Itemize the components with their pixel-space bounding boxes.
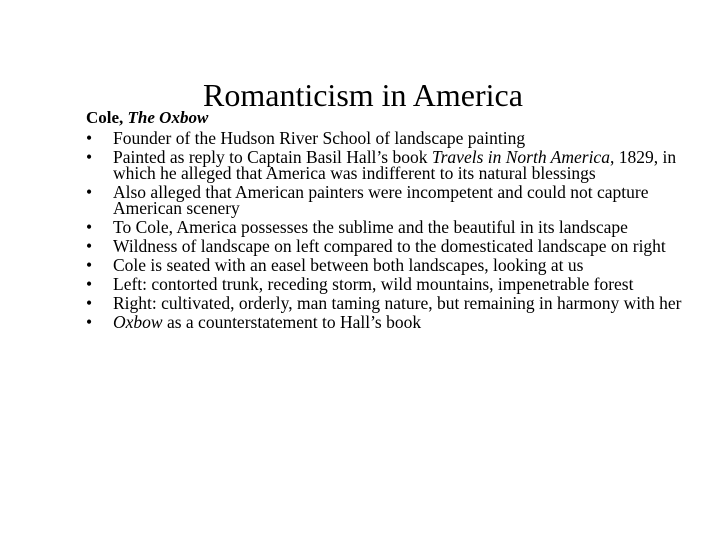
bullet-text: Right: cultivated, orderly, man taming nature, but remaining in harmony with her bbox=[113, 293, 682, 313]
bullet-item bbox=[86, 184, 698, 216]
subtitle-work: The Oxbow bbox=[127, 108, 209, 127]
subtitle-artist: Cole, bbox=[86, 108, 124, 127]
bullet-item bbox=[86, 276, 698, 292]
bullet-text-italic: Travels in North America bbox=[431, 147, 610, 167]
bullet-glyph: • bbox=[86, 274, 93, 294]
slide-title: Romanticism in America bbox=[203, 77, 523, 113]
bullet-item bbox=[86, 149, 698, 181]
bullet-glyph: • bbox=[86, 236, 93, 256]
bullet-item bbox=[86, 295, 698, 311]
bullet-glyph: • bbox=[86, 312, 93, 332]
bullet-text: Cole is seated with an easel between both landscapes, looking at us bbox=[113, 255, 584, 275]
bullet-glyph: • bbox=[86, 147, 93, 167]
bullet-text: Founder of the Hudson River School of landscape painting bbox=[113, 128, 526, 148]
bullet-text-italic: Oxbow bbox=[113, 312, 163, 332]
bullet-text: Also alleged that American painters were incompetent and could not capture American scenery bbox=[113, 182, 649, 218]
bullet-item bbox=[86, 219, 698, 235]
bullet-text: Left: contorted trunk, receding storm, wild mountains, impenetrable forest bbox=[113, 274, 634, 294]
bullet-glyph: • bbox=[86, 217, 93, 237]
bullet-text: To Cole, America possesses the sublime and the beautiful in its landscape bbox=[113, 217, 628, 237]
bullet-text: as a counterstatement to Hall’s book bbox=[162, 312, 422, 332]
bullet-item bbox=[86, 257, 698, 273]
bullet-text: Wildness of landscape on left compared to the domesticated landscape on right bbox=[113, 236, 666, 256]
bullet-list bbox=[86, 130, 698, 333]
bullet-glyph: • bbox=[86, 182, 93, 202]
bullet-item bbox=[86, 238, 698, 254]
slide-subtitle bbox=[86, 108, 208, 128]
bullet-item bbox=[86, 314, 698, 330]
bullet-glyph: • bbox=[86, 128, 93, 148]
bullet-text: , 1829, in which he alleged that America was indifferent to its natural blessings bbox=[113, 147, 677, 183]
bullet-item bbox=[86, 130, 698, 146]
bullet-text: Painted as reply to Captain Basil Hall’s book bbox=[113, 147, 432, 167]
bullet-glyph: • bbox=[86, 255, 93, 275]
bullet-glyph: • bbox=[86, 293, 93, 313]
